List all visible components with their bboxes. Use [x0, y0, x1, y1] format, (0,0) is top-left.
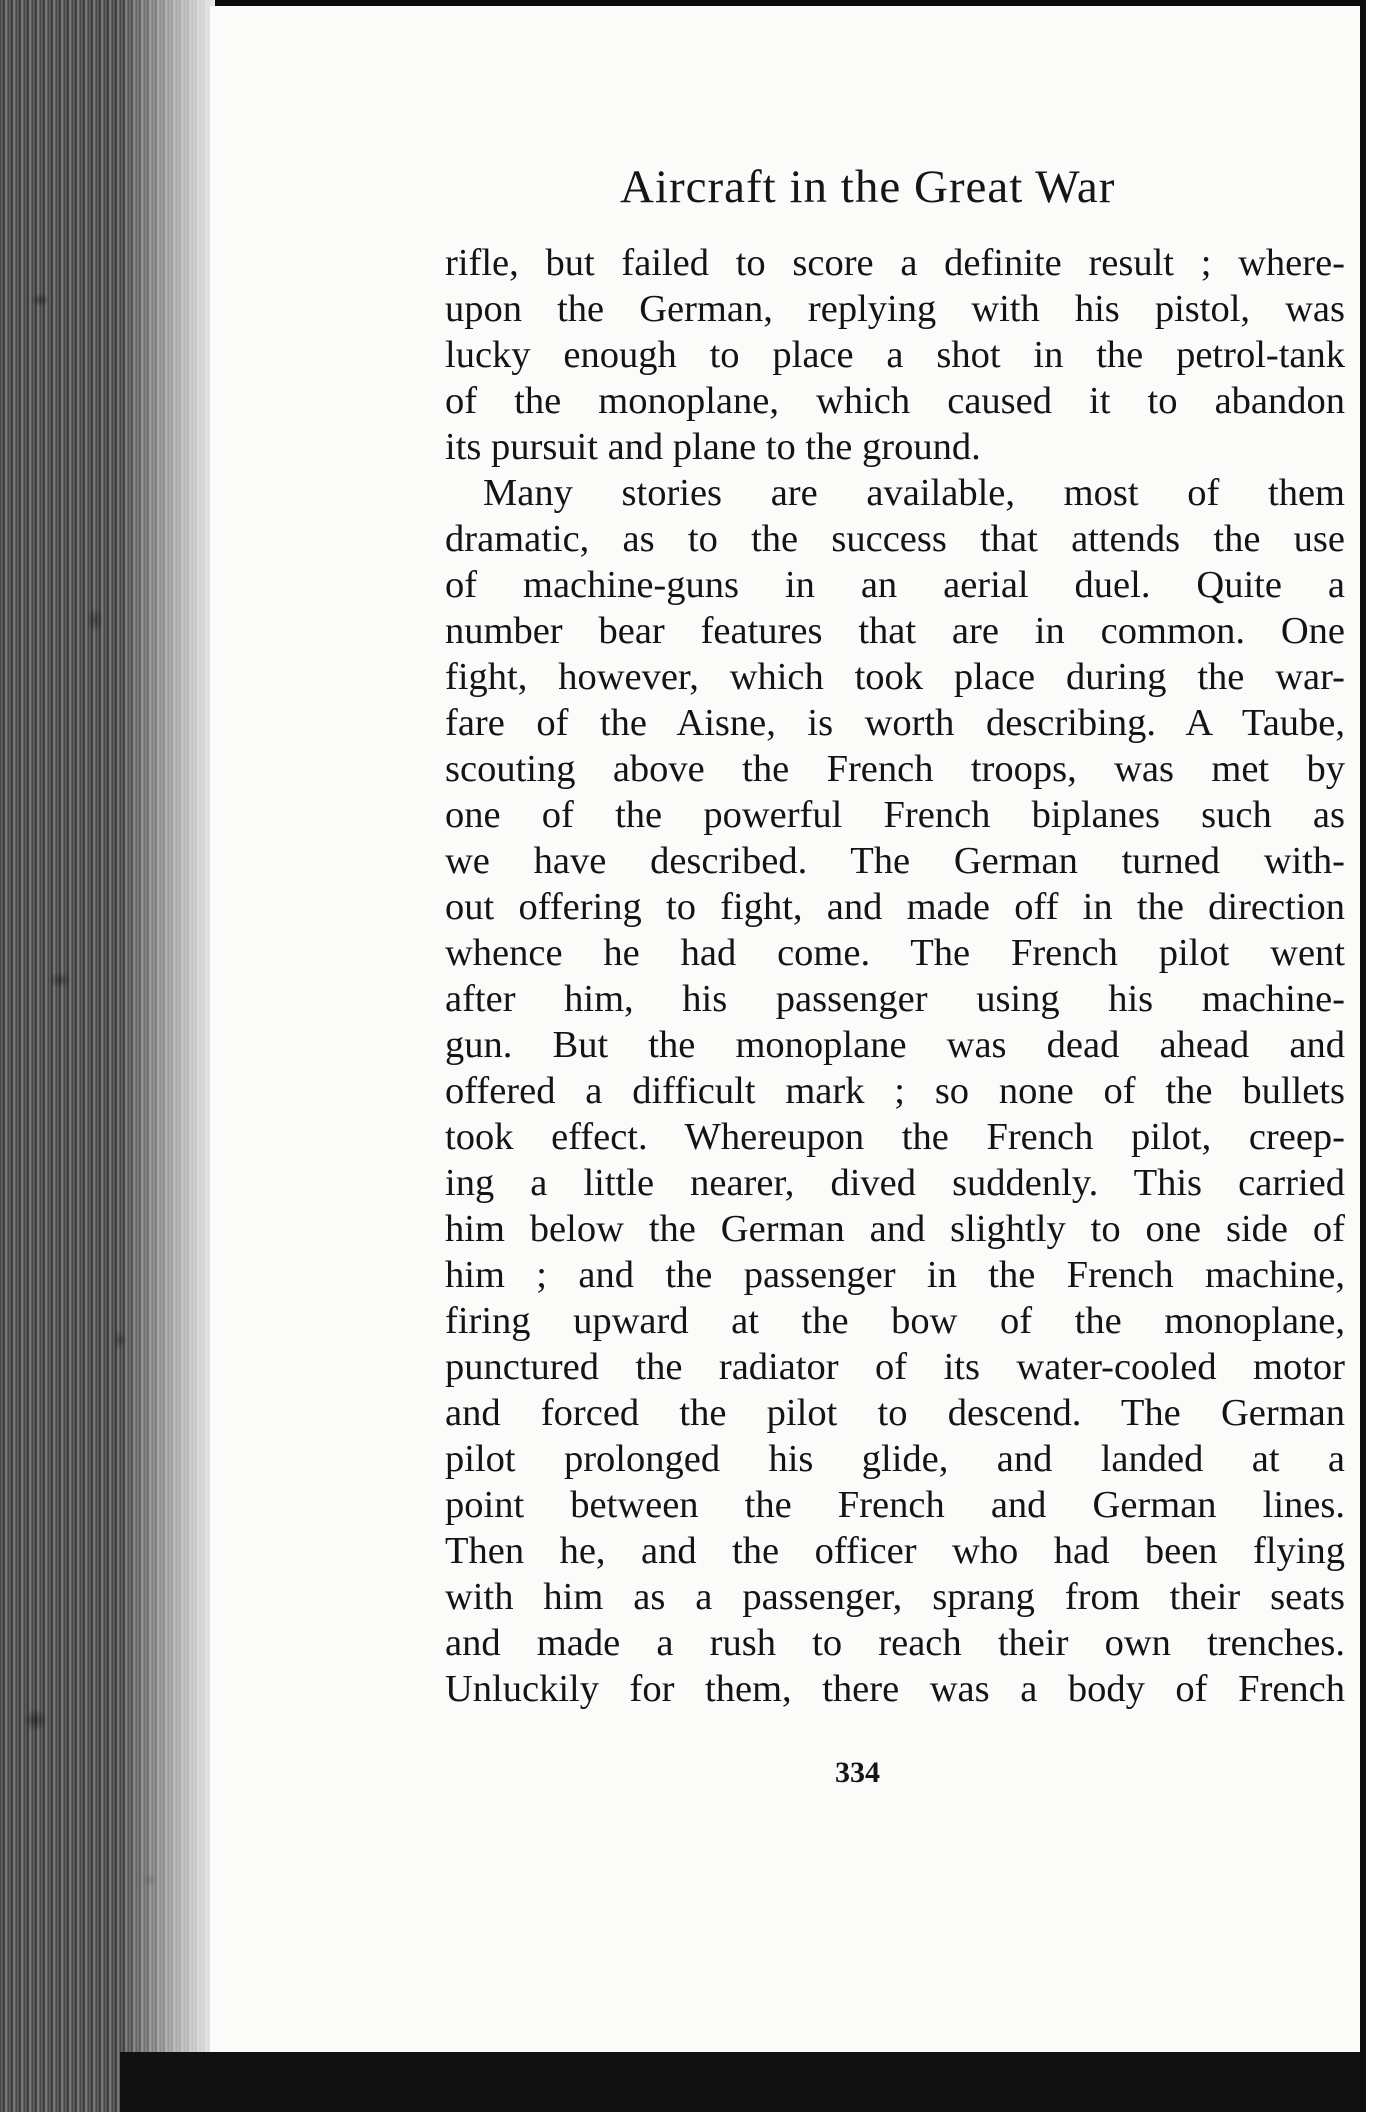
text-line: number bear features that are in common. One — [445, 610, 1345, 652]
text-line: dramatic, as to the success that attends the use — [445, 518, 1345, 560]
text-line: rifle, but failed to score a definite result ; where- — [445, 242, 1345, 284]
text-line: offered a difficult mark ; so none of the bullets — [445, 1070, 1345, 1112]
text-line: out offering to fight, and made off in the direction — [445, 886, 1345, 928]
text-line: scouting above the French troops, was met by — [445, 748, 1345, 790]
text-line: Then he, and the officer who had been flying — [445, 1530, 1345, 1572]
text-line: gun. But the monoplane was dead ahead and — [445, 1024, 1345, 1066]
text-line: of machine-guns in an aerial duel. Quite a — [445, 564, 1345, 606]
page-bottom-border — [120, 2052, 1360, 2112]
text-line: Unluckily for them, there was a body of French — [445, 1668, 1345, 1710]
text-line: firing upward at the bow of the monoplane, — [445, 1300, 1345, 1342]
text-line: and made a rush to reach their own trenches. — [445, 1622, 1345, 1664]
text-line: upon the German, replying with his pistol, was — [445, 288, 1345, 330]
running-head: Aircraft in the Great War — [620, 161, 1116, 213]
text-line: lucky enough to place a shot in the petrol-tank — [445, 334, 1345, 376]
text-line: pilot prolonged his glide, and landed at a — [445, 1438, 1345, 1480]
text-line: and forced the pilot to descend. The German — [445, 1392, 1345, 1434]
text-line: after him, his passenger using his machine- — [445, 978, 1345, 1020]
text-line: punctured the radiator of its water-cooled motor — [445, 1346, 1345, 1388]
text-line: him ; and the passenger in the French machine, — [445, 1254, 1345, 1296]
page-number: 334 — [835, 1756, 880, 1789]
text-line: fight, however, which took place during the war- — [445, 656, 1345, 698]
text-line: him below the German and slightly to one side of — [445, 1208, 1345, 1250]
text-line: whence he had come. The French pilot went — [445, 932, 1345, 974]
facing-page-edge — [1360, 0, 1392, 2112]
text-line: with him as a passenger, sprang from their seats — [445, 1576, 1345, 1618]
text-line: its pursuit and plane to the ground. — [445, 426, 981, 468]
body-text — [445, 240, 1345, 1712]
text-line: point between the French and German lines. — [445, 1484, 1345, 1526]
text-line: one of the powerful French biplanes such as — [445, 794, 1345, 836]
text-line: Many stories are available, most of them — [483, 472, 1345, 514]
text-line: of the monoplane, which caused it to abandon — [445, 380, 1345, 422]
text-line: fare of the Aisne, is worth describing. A Taube, — [445, 702, 1345, 744]
page-gutter-shadow — [120, 0, 215, 2112]
text-line: took effect. Whereupon the French pilot, creep- — [445, 1116, 1345, 1158]
text-line: we have described. The German turned with- — [445, 840, 1345, 882]
text-line: ing a little nearer, dived suddenly. This carried — [445, 1162, 1345, 1204]
